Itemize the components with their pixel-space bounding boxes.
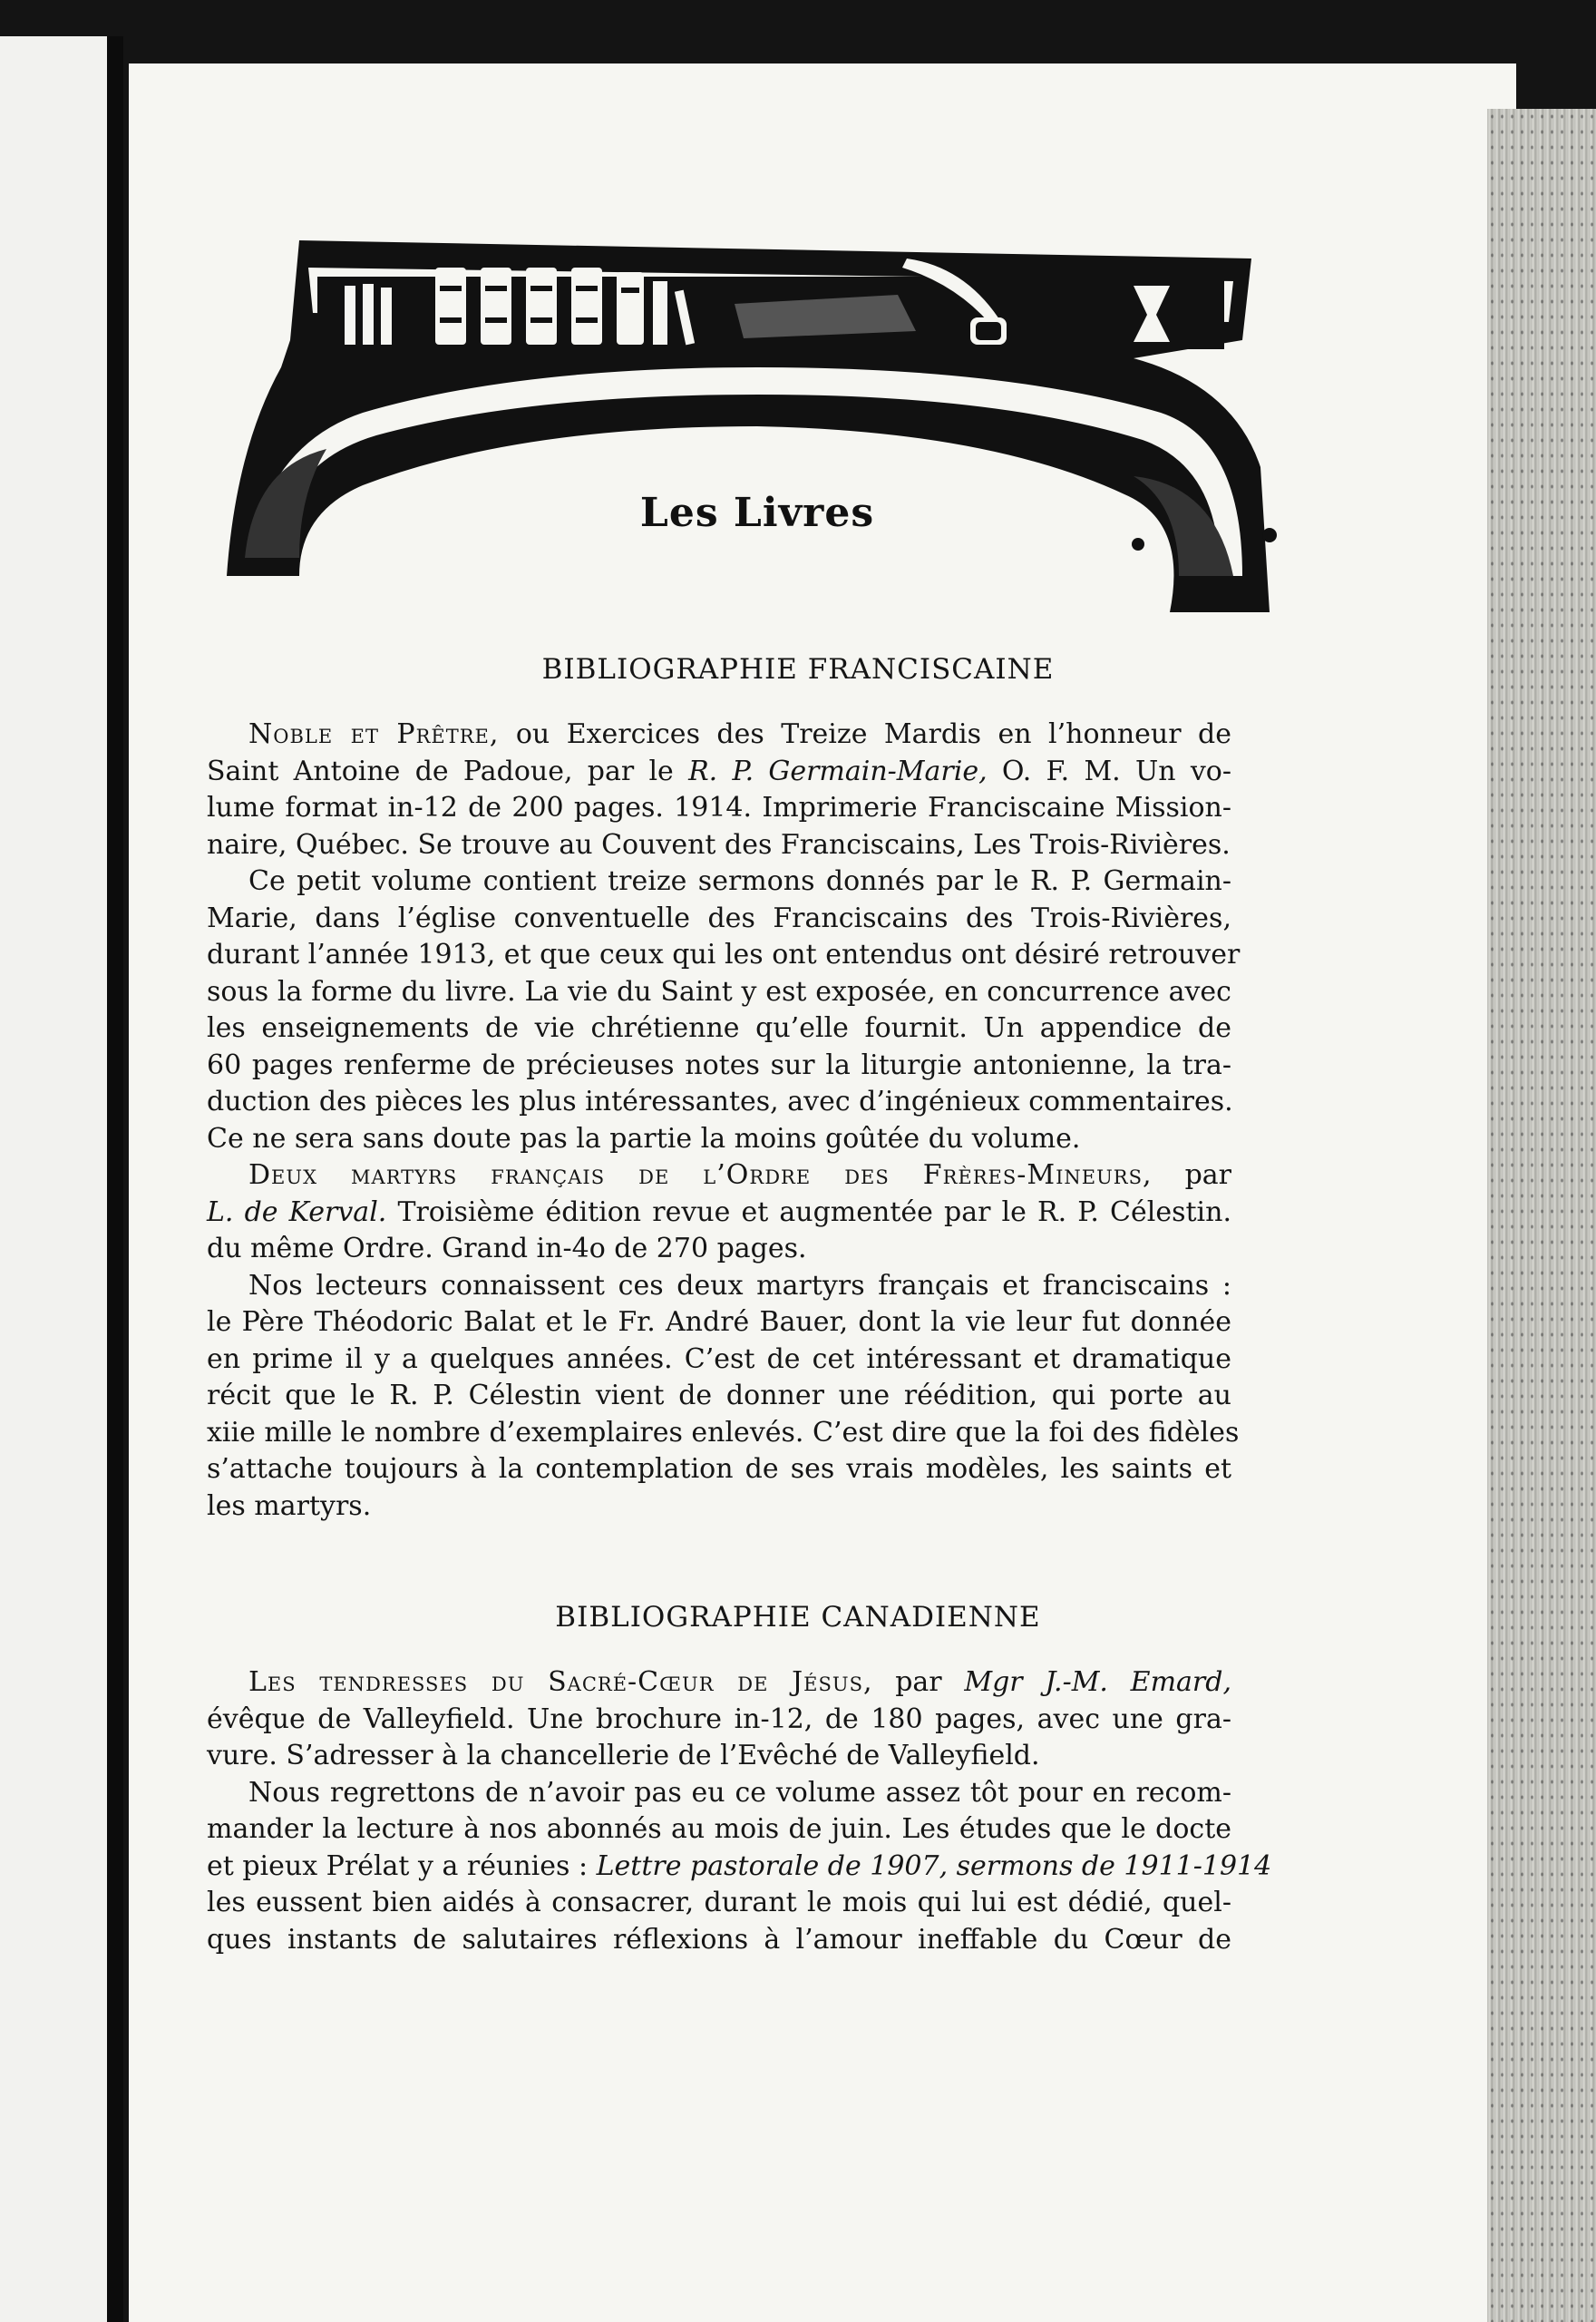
text-run: et pieux Prélat y a réunies :	[207, 1849, 597, 1882]
section-title-franciscaine: BIBLIOGRAPHIE FRANCISCAINE	[541, 653, 1055, 686]
text-line	[207, 1341, 1231, 1379]
text-run: ou Exercices des Treize Mardis en l’honneur de	[499, 718, 1231, 750]
text-line	[207, 863, 1231, 901]
text-run: Deux martyrs français de l’Ordre des Frères-Mineurs,	[248, 1159, 1153, 1191]
text-run: Lettre pastorale de 1907, sermons de 1911-1914	[596, 1849, 1272, 1882]
text-run: mander la lecture à nos abonnés au mois de juin. Les études que le docte	[207, 1813, 1231, 1845]
left-page-edge	[0, 36, 116, 2322]
text-line	[207, 754, 1231, 791]
text-run: évêque de Valleyfield. Une brochure in-12, de 180 pages, avec une gra-	[207, 1702, 1231, 1735]
text-run: les eussent bien aidés à consacrer, durant le mois qui lui est dédié, quel-	[207, 1887, 1231, 1918]
text-line	[207, 1849, 1272, 1886]
text-run: Ce petit volume contient treize sermons donnés par le R. P. Germain-	[248, 865, 1231, 897]
text-run: sous la forme du livre. La vie du Saint y est exposée, en concurrence avec	[207, 975, 1231, 1008]
text-line	[207, 827, 1231, 864]
text-line	[207, 1378, 1231, 1415]
text-run: en prime il y a quelques années. C’est de cet intéressant et dramatique	[207, 1342, 1231, 1375]
text-run: le Père Théodoric Balat et le Fr. André Bauer, dont la vie leur fut donnée	[207, 1306, 1231, 1338]
text-block-canadienne	[207, 1664, 1272, 1958]
page-title: Les Livres	[639, 490, 875, 536]
text-line	[207, 1121, 1231, 1158]
text-run: du même Ordre. Grand in-4o de 270 pages.	[207, 1233, 807, 1264]
text-run: Nos lecteurs connaissent ces deux martyrs français et franciscains :	[248, 1269, 1231, 1302]
text-run: les martyrs.	[207, 1489, 372, 1522]
text-line	[207, 1488, 1231, 1526]
text-run: O. F. M. Un vo-	[987, 755, 1231, 787]
page-stack-texture	[1487, 109, 1596, 2322]
text-run: Saint Antoine de Padoue, par le	[207, 755, 689, 787]
text-line	[207, 1451, 1231, 1488]
text-run: 60 pages renferme de précieuses notes sur la liturgie antonienne, la tra-	[207, 1049, 1231, 1081]
text-line	[207, 901, 1231, 938]
text-line	[207, 1922, 1231, 1959]
text-run: xiie mille le nombre d’exemplaires enlevés. C’est dire que la foi des fidèles	[207, 1416, 1240, 1449]
text-line	[207, 1195, 1231, 1232]
text-run: vure. S’adresser à la chancellerie de l’Evêché de Valleyfield.	[207, 1740, 1040, 1771]
text-line	[207, 1084, 1231, 1121]
text-run: par	[1152, 1159, 1232, 1191]
text-line	[207, 1304, 1231, 1341]
text-line	[207, 1664, 1231, 1702]
text-run: Noble et Prêtre,	[248, 718, 500, 750]
text-run: Ce ne sera sans doute pas la partie la moins goûtée du volume.	[207, 1122, 1081, 1155]
text-run: R. P. Germain-Marie,	[688, 755, 988, 787]
text-line	[207, 1415, 1240, 1452]
text-line	[207, 1702, 1231, 1739]
section-title-canadienne: BIBLIOGRAPHIE CANADIENNE	[555, 1601, 1041, 1634]
text-run: par	[872, 1666, 965, 1698]
text-run: Nous regrettons de n’avoir pas eu ce volume assez tôt pour en recom-	[248, 1776, 1231, 1809]
text-run: Marie, dans l’église conventuelle des Franciscains des Trois-Rivières,	[207, 902, 1231, 934]
text-run: s’attache toujours à la contemplation de ses vrais modèles, les saints et	[207, 1453, 1231, 1485]
text-line	[207, 937, 1241, 974]
text-run: naire, Québec. Se trouve au Couvent des Franciscains, Les Trois-Rivières.	[207, 828, 1231, 861]
text-run: Les tendresses du Sacré-Cœur de Jésus,	[248, 1666, 873, 1698]
bookshelf-woodcut-icon	[227, 231, 1288, 630]
text-run: récit que le R. P. Célestin vient de donner une réédition, qui porte au	[207, 1380, 1231, 1411]
text-line	[207, 974, 1231, 1011]
text-line	[207, 1738, 1231, 1775]
text-run: Mgr J.-M. Emard,	[964, 1666, 1231, 1698]
text-line	[207, 1231, 1231, 1268]
text-line	[207, 1048, 1231, 1085]
text-line	[207, 1775, 1231, 1812]
text-line	[207, 1157, 1231, 1195]
gutter	[107, 36, 123, 2322]
text-line	[207, 1010, 1231, 1048]
text-run: lume format in-12 de 200 pages. 1914. Imprimerie Franciscaine Mission-	[207, 792, 1231, 824]
text-run: les enseignements de vie chrétienne qu’elle fournit. Un appendice de	[207, 1012, 1231, 1044]
text-line	[207, 1268, 1231, 1305]
text-run: duction des pièces les plus intéressantes, avec d’ingénieux commentaires.	[207, 1086, 1233, 1117]
text-run: L. de Kerval.	[207, 1195, 387, 1228]
text-line	[207, 1811, 1231, 1849]
header-ornament	[227, 231, 1288, 630]
text-block-franciscaine	[207, 717, 1241, 1525]
text-line	[207, 717, 1231, 754]
text-line	[207, 790, 1231, 827]
text-run: durant l’année 1913, et que ceux qui les ont entendus ont désiré retrouver	[207, 939, 1241, 971]
text-run: ques instants de salutaires réflexions à l’amour ineffable du Cœur de	[207, 1923, 1231, 1956]
text-line	[207, 1885, 1231, 1922]
text-run: Troisième édition revue et augmentée par le R. P. Célestin.	[386, 1195, 1231, 1228]
